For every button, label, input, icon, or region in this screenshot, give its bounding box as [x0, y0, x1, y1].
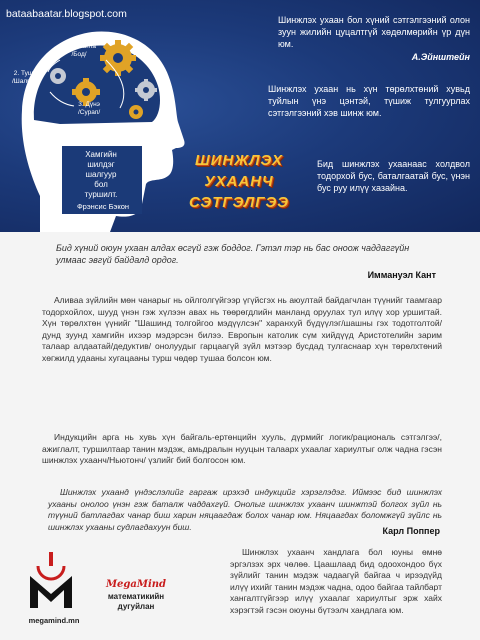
step-3-title: 3. Дүнэ — [78, 101, 101, 108]
bacon-quote-line: шалгуур — [85, 170, 117, 179]
step-3-label — [78, 101, 100, 116]
paragraph-induction: Индукцийн арга нь хувь хүн байгаль-ертөнцийн хууль, дүрмийг логик/рациональ сэтгэлгээ/, ажиглалт, туршилтаар танин мэдэж, амьдралын нууцын талаарх ухаалаг хариултыг олж чадна гэсэн шинжлэх ухаанч/Ньютонч/ үзлийг бий болгосон юм. — [42, 432, 442, 465]
einstein-quote: Шинжлэх ухаан бол хүний сэтгэлгээний олон зуун жилийн цуцалтгүй хөдөлмөрийн үр дүн юм. — [278, 15, 470, 49]
kant-author: Иммануэл Кант — [367, 270, 436, 280]
poster-title — [183, 150, 295, 213]
bacon-quote-line: туршилт. — [84, 190, 118, 199]
poster-title-line: СЭТГЭЛГЭЭ — [188, 194, 290, 211]
method-label — [60, 126, 150, 144]
popper-quote: Шинжлэх ухаанд үндэслэлийг гаргаж ирэхэд индукцийг хэрэглэдэг. Иймээс бид шинжлэх ухааны онолоо үнэн гэж баталж чаддахгүй. Онолыг шинжлэх ухаанч шинжтэй болгох зүйл нь түүний батлагдах чанар биш харин няцаагдаж болох чанар юм. Няцаагдах боломжгүй зүйлс нь шинжлэх ухааны судлагдахуун биш. — [48, 487, 442, 532]
brand-subtitle-line: дугуйлан — [117, 602, 155, 611]
einstein-author: А.Эйнштейн — [411, 52, 470, 62]
popper-author: Карл Поппер — [382, 526, 440, 536]
poster-title-line: ШИНЖЛЭХ — [195, 152, 283, 169]
step-2-subtitle: /Шалга/ — [12, 77, 35, 85]
brand-subtitle — [96, 592, 176, 612]
blog-url: bataabaatar.blogspot.com — [6, 8, 127, 20]
step-2-label — [12, 70, 35, 85]
method-subtitle: арга — [97, 135, 113, 144]
bacon-quote-line: шилдэг — [87, 160, 115, 169]
logo-url: megamind.mn — [28, 616, 80, 625]
step-1-subtitle: /Бод/ — [71, 50, 87, 58]
method-title: Гипотетик-дедуктив — [70, 126, 140, 135]
gear-icon — [100, 40, 136, 76]
bacon-quote-line: Хамгийн — [85, 150, 117, 159]
step-1-title: 1.Таамагла — [62, 43, 97, 50]
article-body — [0, 232, 480, 640]
kant-quote: Бид хүний оюун ухаан алдах өсгүй гэж боддог. Гэтэл тэр нь бас оноож чаддаггүйн улмаас эвгүй байдалд ордог. — [56, 243, 410, 265]
bacon-author: Фрэнсис Бэкон — [76, 202, 130, 211]
brand-name: MegaMind — [105, 579, 167, 590]
step-2-title: 2. Туш — [13, 70, 34, 77]
poster-title-line: УХААНЧ — [204, 173, 274, 190]
poster-banner — [0, 0, 480, 232]
brand-subtitle-line: математикийн — [107, 592, 165, 601]
megamind-logo-icon — [24, 550, 78, 610]
paragraph-dogma: Аливаа зүйлийн мөн чанарыг нь ойлголгүйгээр үгүйсгэх нь аюултай байдагчлан түүнийг таамгаар тодорхойлох, шууд үнэн гэж хүлээн авах нь төөрөгдлийн манланд оруулах тул илүү хор уршигтай. Хүн төрөлхтөн үүнийг "Шашинд толгойгоо мэдүүлсэн" харанхуй бүдүүлэг/шашны гэх тодотголтой/ дунд зуунд хамгийн ихээр мэдэрсэн билээ. Европын католик сүм хийдүүд Аристотелийн зарим талаар алдаатай/дедуктив/ онолуудыг гарцаагүй зүйл мэтээр бусдад тулгаснаар хүн төрөлхтөний хөгжилд удааны хугацааны турш чөдөр тушаа болсон юм. — [42, 295, 442, 363]
megamind-logo — [24, 550, 84, 638]
bacon-quote-line: бол — [94, 180, 108, 189]
gear-icon — [50, 68, 66, 84]
science-value-quote: Шинжлэх ухаан нь хүн төрөлхтөний хувьд туйлын үнэ цэнтэй, түшиж тулгуурлах сэтгэлгээний хэв шинж юм. — [268, 84, 470, 118]
step-3-subtitle: /Сурап/ — [78, 108, 101, 116]
step-1-label — [62, 43, 96, 58]
bacon-quote — [69, 150, 133, 200]
gear-icon — [129, 105, 143, 119]
science-distance-quote: Бид шинжлэх ухаанаас холдвол тодорхой бус, баталгаатай бус, үнэн бус руу илүү хазайна. — [317, 159, 470, 193]
closing-paragraph: Шинжлэх ухаанч хандлага бол юуны өмнө эргэлзэх эрх чөлөө. Цаашлаад бид одоохондоо бүх зүйлийг танин мэдэж чадаагүй байгаа ч ирээдүйд илүү ихийг танин мэдэж чадна, одоо байгаа тайлбарт хангалтгүйгээр илүү ухаалаг хариултыг эрж хайх хэрэгтэй гэсэн оюуны бүтээлч хандлага юм. — [230, 547, 442, 615]
